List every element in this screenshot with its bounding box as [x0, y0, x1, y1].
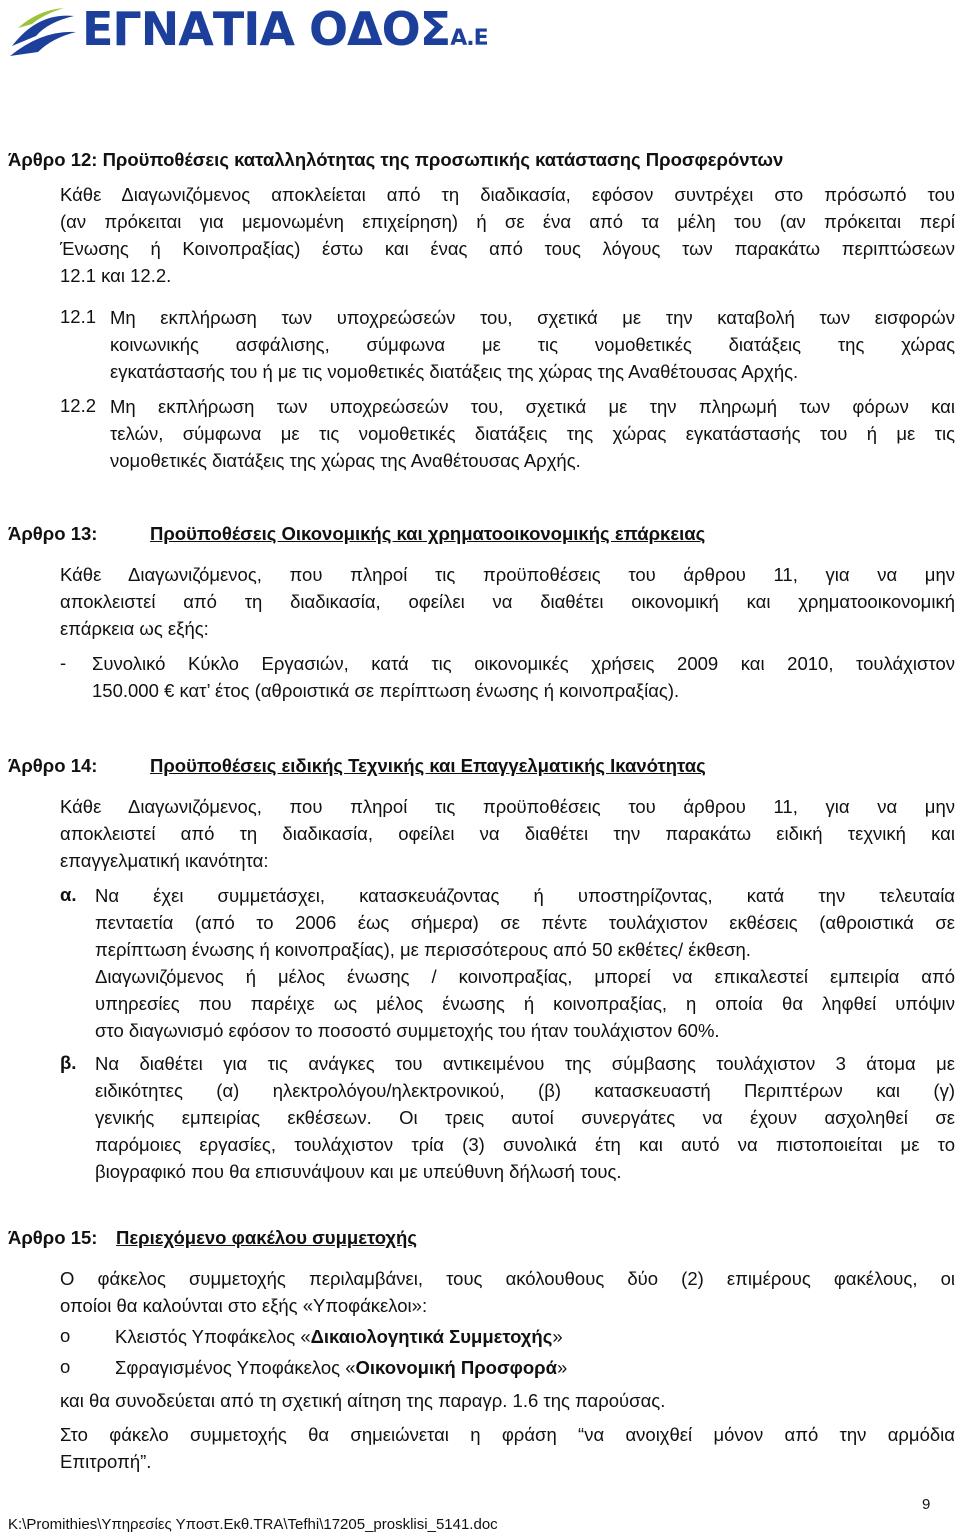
company-logo: [0, 0, 600, 70]
article-14-label: Άρθρο 14:: [8, 755, 98, 776]
article-13-p1-line3: επάρκεια ως εξής:: [60, 618, 209, 639]
clause-12-2-line1: Μη εκπλήρωση των υποχρεώσεών του, σχετικά με την πληρωμή των φόρων και: [110, 396, 955, 417]
clause-12-1-number: 12.1: [60, 306, 97, 327]
sub-envelope-2-prefix: Σφραγισμένος Υποφάκελος «: [115, 1357, 356, 1378]
article-14-title: Προϋποθέσεις ειδικής Τεχνικής και Επαγγελματικής Ικανότητας: [150, 755, 706, 776]
article-15-p2: και θα συνοδεύεται από τη σχετική αίτηση της παραγρ. 1.6 της παρούσας.: [60, 1390, 666, 1411]
article-14-p1-line2: αποκλειστεί από τη διαδικασία, οφείλει να διαθέτει την παρακάτω ειδική τεχνική και: [60, 823, 955, 844]
article-12-p1-line2: (αν πρόκειται για μεμονωμένη επιχείρηση) ή σε ένα από τα μέλη του (αν πρόκειται περί: [60, 211, 955, 232]
article-12-p1-line3: Ένωσης ή Κοινοπραξίας) έστω και ένας από τους λόγους των παρακάτω περιπτώσεων: [60, 238, 955, 259]
footer-file-path: K:\Promithies\Υπηρεσίες Υποστ.Εκθ.TRA\Tefhi\17205_prosklisi_5141.doc: [8, 1516, 498, 1533]
article-13-item-line2: [92, 679, 679, 703]
item-a-line4: Διαγωνιζόμενος ή μέλος ένωσης / κοινοπραξίας, μπορεί να επικαλεστεί εμπειρία από: [95, 966, 955, 987]
item-b-line3: γενικής εμπειρίας εκθέσεων. Οι τρεις αυτοί συνεργάτες να έχουν ασχοληθεί σε: [95, 1107, 955, 1128]
logo-name: ΕΓΝΑΤΙΑ ΟΔΟΣ: [82, 2, 451, 56]
clause-12-1-line2: κοινωνικής ασφάλισης, σύμφωνα με τις νομοθετικές διατάξεις της χώρας: [110, 334, 955, 355]
article-15-label: Άρθρο 15:: [8, 1227, 98, 1248]
item-a-line3: περίπτωση ένωσης ή κοινοπραξίας), με περισσότερους από 50 εκθέτες/ έκθεση.: [95, 939, 751, 960]
item-a-line6: στο διαγωνισμό εφόσον το ποσοστό συμμετοχής του ήταν τουλάχιστον 60%.: [95, 1020, 720, 1041]
item-b-line5: βιογραφικό που θα επισυνάψουν και με υπεύθυνη δήλωσή τους.: [95, 1161, 622, 1182]
sub-envelope-2-suffix: »: [556, 1357, 568, 1378]
turnover-suffix: κατ’ έτος (αθροιστικά σε περίπτωση ένωσης ή κοινοπραξίας).: [179, 680, 680, 701]
sub-envelope-1-suffix: »: [552, 1326, 563, 1347]
article-14-p1-line3: επαγγελματική ικανότητα:: [60, 850, 269, 871]
article-15-title: Περιεχόμενο φακέλου συμμετοχής: [116, 1227, 417, 1248]
sub-envelope-1-prefix: Κλειστός Υποφάκελος «: [115, 1326, 311, 1347]
page-number: 9: [922, 1496, 931, 1513]
sub-envelope-2-name: Οικονομική Προσφορά: [355, 1357, 557, 1378]
item-a-line5: υπηρεσίες που παρέιχε ως μέλος ένωσης ή κοινοπραξίας, η οποία θα ληφθεί υπόψιν: [95, 993, 955, 1014]
article-12-p1-line1: Κάθε Διαγωνιζόμενος αποκλείεται από τη διαδικασία, εφόσον συντρέχει στο πρόσωπό του: [60, 184, 955, 205]
article-13-item-line1: Συνολικό Κύκλο Εργασιών, κατά τις οικονομικές χρήσεις 2009 και 2010, τουλάχιστον: [92, 653, 955, 674]
article-13-title: Προϋποθέσεις Οικονομικής και χρηματοοικονομικής επάρκειας: [150, 523, 706, 544]
item-a-line2: πενταετία (από το 2006 έως σήμερα) σε πέντε τουλάχιστον εκθέσεις (αθροιστικά σε: [95, 912, 955, 933]
item-b-line1: Να διαθέτει για τις ανάγκες του αντικειμένου της σύμβασης τουλάχιστον 3 άτομα με: [95, 1053, 955, 1074]
article-14-p1-line1: Κάθε Διαγωνιζόμενος, που πληροί τις προϋποθέσεις του άρθρου 11, για να μην: [60, 796, 955, 817]
clause-12-1-line1: Μη εκπλήρωση των υποχρεώσεών του, σχετικά με την καταβολή των εισφορών: [110, 307, 955, 328]
clause-12-2-line2: τελών, σύμφωνα με τις νομοθετικές διατάξεις της χώρας εγκατάστασής του ή με τις: [110, 423, 955, 444]
turnover-amount: 150.000: [92, 680, 159, 701]
clause-12-1-line3: εγκατάστασής του ή με τις νομοθετικές διατάξεις της χώρας της Αναθέτουσας Αρχής.: [110, 361, 799, 382]
article-15-p3-line1: Στο φάκελο συμμετοχής θα σημειώνεται η φράση “να ανοιχθεί μόνον από την αρμόδια: [60, 1424, 955, 1445]
bullet-2: o: [60, 1356, 71, 1377]
article-12-p1-line4: 12.1 και 12.2.: [60, 265, 172, 286]
sub-envelope-1: [115, 1325, 563, 1349]
item-a-line1: Να έχει συμμετάσχει, κατασκευάζοντας ή υποστηρίζοντας, κατά την τελευταία: [95, 885, 955, 906]
item-b-line4: παρόμοιες εργασίες, τουλάχιστον τρία (3) συνολικά έτη και αυτό να πιστοποιείται με το: [95, 1134, 955, 1155]
article-13-dash: -: [60, 652, 67, 673]
clause-12-2-line3: νομοθετικές διατάξεις της χώρας της Αναθέτουσας Αρχής.: [110, 450, 581, 471]
article-15-p1-line2: οποίοι θα καλούνται στο εξής «Υποφάκελοι»:: [60, 1295, 428, 1316]
euro-icon: €: [164, 680, 175, 701]
item-b-line2: ειδικότητες (α) ηλεκτρολόγου/ηλεκτρονικού, (β) κατασκευαστή Περιπτέρων και (γ): [95, 1080, 955, 1101]
logo-wordmark: [82, 2, 488, 56]
bullet-1: o: [60, 1325, 71, 1346]
article-13-p1-line1: Κάθε Διαγωνιζόμενος, που πληροί τις προϋποθέσεις του άρθρου 11, για να μην: [60, 564, 955, 585]
logo-mark-icon: [8, 6, 78, 62]
sub-envelope-2: [115, 1356, 567, 1380]
article-15-p3-line2: Επιτροπή”.: [60, 1451, 152, 1472]
item-a-marker: α.: [60, 884, 77, 905]
article-13-p1-line2: αποκλειστεί από τη διαδικασία, οφείλει να διαθέτει οικονομική και χρηματοοικονομική: [60, 591, 955, 612]
logo-suffix: Α.Ε: [450, 26, 488, 51]
article-12-title: Άρθρο 12: Προϋποθέσεις καταλληλότητας της προσωπικής κατάστασης Προσφερόντων: [8, 149, 784, 170]
article-15-p1-line1: Ο φάκελος συμμετοχής περιλαμβάνει, τους ακόλουθους δύο (2) επιμέρους φακέλους, οι: [60, 1268, 955, 1289]
sub-envelope-1-name: Δικαιολογητικά Συμμετοχής: [310, 1326, 553, 1347]
article-13-label: Άρθρο 13:: [8, 523, 98, 544]
item-b-marker: β.: [60, 1052, 77, 1073]
clause-12-2-number: 12.2: [60, 395, 97, 416]
